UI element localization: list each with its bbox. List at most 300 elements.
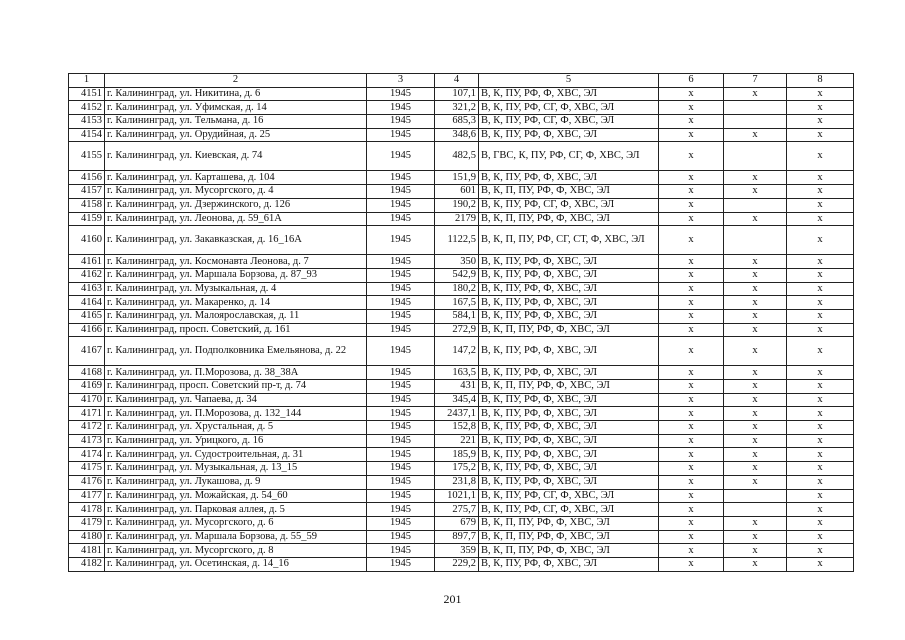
column-6-mark-cell: х: [659, 475, 724, 489]
table-row: [69, 462, 854, 476]
table-row: [69, 337, 854, 366]
row-number-cell: 4177: [69, 489, 105, 503]
column-8-mark-cell: х: [787, 366, 854, 380]
table-row: [69, 421, 854, 435]
column-8-mark-cell: х: [787, 171, 854, 185]
services-cell: В, К, ПУ, РФ, Ф, ХВС, ЭЛ: [479, 296, 659, 310]
row-number-cell: 4154: [69, 128, 105, 142]
address-cell: г. Калининград, ул. Парковая аллея, д. 5: [105, 503, 367, 517]
column-7-mark-cell: х: [724, 448, 787, 462]
column-6-mark-cell: х: [659, 115, 724, 129]
column-8-mark-cell: х: [787, 268, 854, 282]
table-row: [69, 171, 854, 185]
area-cell: 897,7: [435, 530, 479, 544]
area-cell: 2437,1: [435, 407, 479, 421]
row-number-cell: 4167: [69, 337, 105, 366]
row-number-cell: 4164: [69, 296, 105, 310]
column-header: 2: [105, 74, 367, 88]
column-header: 7: [724, 74, 787, 88]
services-cell: В, К, П, ПУ, РФ, Ф, ХВС, ЭЛ: [479, 380, 659, 394]
table-row: [69, 226, 854, 255]
row-number-cell: 4155: [69, 142, 105, 171]
column-8-mark-cell: х: [787, 296, 854, 310]
services-cell: В, К, ПУ, РФ, Ф, ХВС, ЭЛ: [479, 421, 659, 435]
column-8-mark-cell: х: [787, 282, 854, 296]
area-cell: 2179: [435, 212, 479, 226]
row-number-cell: 4160: [69, 226, 105, 255]
column-7-mark-cell: х: [724, 282, 787, 296]
year-cell: 1945: [367, 101, 435, 115]
address-cell: г. Калининград, ул. Карташева, д. 104: [105, 171, 367, 185]
column-7-mark-cell: х: [724, 337, 787, 366]
column-7-mark-cell: х: [724, 212, 787, 226]
column-6-mark-cell: х: [659, 185, 724, 199]
address-cell: г. Калининград, ул. П.Морозова, д. 38_38А: [105, 366, 367, 380]
column-7-mark-cell: [724, 101, 787, 115]
column-6-mark-cell: х: [659, 516, 724, 530]
column-7-mark-cell: х: [724, 323, 787, 337]
row-number-cell: 4151: [69, 87, 105, 101]
area-cell: 231,8: [435, 475, 479, 489]
column-8-mark-cell: х: [787, 448, 854, 462]
address-cell: г. Калининград, ул. Можайская, д. 54_60: [105, 489, 367, 503]
column-6-mark-cell: х: [659, 337, 724, 366]
year-cell: 1945: [367, 475, 435, 489]
row-number-cell: 4169: [69, 380, 105, 394]
table-row: [69, 434, 854, 448]
address-cell: г. Калининград, ул. Музыкальная, д. 4: [105, 282, 367, 296]
area-cell: 163,5: [435, 366, 479, 380]
table-row: [69, 309, 854, 323]
table-row: [69, 407, 854, 421]
column-7-mark-cell: х: [724, 407, 787, 421]
area-cell: 152,8: [435, 421, 479, 435]
table-row: [69, 393, 854, 407]
services-cell: В, К, ПУ, РФ, Ф, ХВС, ЭЛ: [479, 255, 659, 269]
area-cell: 190,2: [435, 198, 479, 212]
address-cell: г. Калининград, просп. Советский пр-т, д. 74: [105, 380, 367, 394]
column-6-mark-cell: х: [659, 421, 724, 435]
row-number-cell: 4182: [69, 557, 105, 571]
year-cell: 1945: [367, 226, 435, 255]
column-6-mark-cell: х: [659, 407, 724, 421]
address-cell: г. Калининград, ул. Маршала Борзова, д. 87_93: [105, 268, 367, 282]
table-row: [69, 516, 854, 530]
address-cell: г. Калининград, ул. Леонова, д. 59_61А: [105, 212, 367, 226]
year-cell: 1945: [367, 296, 435, 310]
column-header: 4: [435, 74, 479, 88]
address-cell: г. Калининград, ул. Хрустальная, д. 5: [105, 421, 367, 435]
column-7-mark-cell: [724, 226, 787, 255]
column-header: 5: [479, 74, 659, 88]
column-6-mark-cell: х: [659, 255, 724, 269]
column-7-mark-cell: х: [724, 544, 787, 558]
column-6-mark-cell: х: [659, 489, 724, 503]
area-cell: 685,3: [435, 115, 479, 129]
column-6-mark-cell: х: [659, 212, 724, 226]
services-cell: В, К, ПУ, РФ, Ф, ХВС, ЭЛ: [479, 282, 659, 296]
column-7-mark-cell: х: [724, 380, 787, 394]
column-6-mark-cell: х: [659, 393, 724, 407]
column-6-mark-cell: х: [659, 128, 724, 142]
housing-register-table: [68, 73, 854, 572]
table-row: [69, 212, 854, 226]
area-cell: 542,9: [435, 268, 479, 282]
table-row: [69, 142, 854, 171]
row-number-cell: 4179: [69, 516, 105, 530]
column-6-mark-cell: х: [659, 309, 724, 323]
column-8-mark-cell: х: [787, 503, 854, 517]
area-cell: 584,1: [435, 309, 479, 323]
address-cell: г. Калининград, ул. Киевская, д. 74: [105, 142, 367, 171]
column-8-mark-cell: х: [787, 489, 854, 503]
column-header: 3: [367, 74, 435, 88]
row-number-cell: 4165: [69, 309, 105, 323]
address-cell: г. Калининград, ул. Мусоргского, д. 8: [105, 544, 367, 558]
row-number-cell: 4163: [69, 282, 105, 296]
services-cell: В, ГВС, К, ПУ, РФ, СГ, Ф, ХВС, ЭЛ: [479, 142, 659, 171]
page-number: 201: [443, 592, 462, 606]
year-cell: 1945: [367, 309, 435, 323]
address-cell: г. Калининград, ул. Осетинская, д. 14_16: [105, 557, 367, 571]
row-number-cell: 4168: [69, 366, 105, 380]
services-cell: В, К, ПУ, РФ, Ф, ХВС, ЭЛ: [479, 87, 659, 101]
row-number-cell: 4153: [69, 115, 105, 129]
area-cell: 275,7: [435, 503, 479, 517]
column-7-mark-cell: х: [724, 128, 787, 142]
table-row: [69, 448, 854, 462]
column-7-mark-cell: х: [724, 255, 787, 269]
row-number-cell: 4152: [69, 101, 105, 115]
year-cell: 1945: [367, 448, 435, 462]
column-header: 8: [787, 74, 854, 88]
column-6-mark-cell: х: [659, 557, 724, 571]
services-cell: В, К, П, ПУ, РФ, Ф, ХВС, ЭЛ: [479, 323, 659, 337]
column-6-mark-cell: х: [659, 323, 724, 337]
column-8-mark-cell: х: [787, 226, 854, 255]
row-number-cell: 4159: [69, 212, 105, 226]
area-cell: 1021,1: [435, 489, 479, 503]
column-7-mark-cell: х: [724, 268, 787, 282]
services-cell: В, К, ПУ, РФ, СГ, Ф, ХВС, ЭЛ: [479, 198, 659, 212]
year-cell: 1945: [367, 198, 435, 212]
services-cell: В, К, ПУ, РФ, Ф, ХВС, ЭЛ: [479, 268, 659, 282]
column-8-mark-cell: х: [787, 128, 854, 142]
area-cell: 185,9: [435, 448, 479, 462]
row-number-cell: 4162: [69, 268, 105, 282]
area-cell: 151,9: [435, 171, 479, 185]
column-8-mark-cell: х: [787, 434, 854, 448]
address-cell: г. Калининград, ул. Маршала Борзова, д. 55_59: [105, 530, 367, 544]
year-cell: 1945: [367, 255, 435, 269]
services-cell: В, К, ПУ, РФ, Ф, ХВС, ЭЛ: [479, 309, 659, 323]
column-8-mark-cell: х: [787, 462, 854, 476]
area-cell: 175,2: [435, 462, 479, 476]
area-cell: 350: [435, 255, 479, 269]
year-cell: 1945: [367, 530, 435, 544]
services-cell: В, К, П, ПУ, РФ, Ф, ХВС, ЭЛ: [479, 516, 659, 530]
area-cell: 147,2: [435, 337, 479, 366]
table-row: [69, 544, 854, 558]
column-7-mark-cell: х: [724, 393, 787, 407]
address-cell: г. Калининград, ул. Урицкого, д. 16: [105, 434, 367, 448]
column-7-mark-cell: [724, 115, 787, 129]
year-cell: 1945: [367, 115, 435, 129]
area-cell: 601: [435, 185, 479, 199]
row-number-cell: 4166: [69, 323, 105, 337]
column-6-mark-cell: х: [659, 296, 724, 310]
services-cell: В, К, ПУ, РФ, Ф, ХВС, ЭЛ: [479, 337, 659, 366]
year-cell: 1945: [367, 142, 435, 171]
table-row: [69, 557, 854, 571]
address-cell: г. Калининград, ул. Судостроительная, д. 31: [105, 448, 367, 462]
column-7-mark-cell: х: [724, 185, 787, 199]
column-8-mark-cell: х: [787, 212, 854, 226]
column-8-mark-cell: х: [787, 198, 854, 212]
row-number-cell: 4173: [69, 434, 105, 448]
table-row: [69, 268, 854, 282]
table-row: [69, 128, 854, 142]
column-8-mark-cell: х: [787, 101, 854, 115]
table-row: [69, 255, 854, 269]
address-cell: г. Калининград, ул. Малоярославская, д. 11: [105, 309, 367, 323]
address-cell: г. Калининград, ул. Космонавта Леонова, д. 7: [105, 255, 367, 269]
column-6-mark-cell: х: [659, 434, 724, 448]
column-8-mark-cell: х: [787, 142, 854, 171]
services-cell: В, К, П, ПУ, РФ, СГ, СТ, Ф, ХВС, ЭЛ: [479, 226, 659, 255]
row-number-cell: 4157: [69, 185, 105, 199]
column-7-mark-cell: х: [724, 87, 787, 101]
year-cell: 1945: [367, 212, 435, 226]
table-row: [69, 115, 854, 129]
year-cell: 1945: [367, 128, 435, 142]
year-cell: 1945: [367, 462, 435, 476]
column-7-mark-cell: х: [724, 171, 787, 185]
column-6-mark-cell: х: [659, 142, 724, 171]
services-cell: В, К, П, ПУ, РФ, Ф, ХВС, ЭЛ: [479, 530, 659, 544]
year-cell: 1945: [367, 503, 435, 517]
column-8-mark-cell: х: [787, 530, 854, 544]
address-cell: г. Калининград, ул. Лукашова, д. 9: [105, 475, 367, 489]
row-number-cell: 4156: [69, 171, 105, 185]
column-8-mark-cell: х: [787, 255, 854, 269]
column-7-mark-cell: х: [724, 421, 787, 435]
area-cell: 348,6: [435, 128, 479, 142]
column-6-mark-cell: х: [659, 380, 724, 394]
column-header: 6: [659, 74, 724, 88]
column-8-mark-cell: х: [787, 407, 854, 421]
column-7-mark-cell: х: [724, 475, 787, 489]
column-7-mark-cell: х: [724, 516, 787, 530]
column-6-mark-cell: х: [659, 282, 724, 296]
table-row: [69, 323, 854, 337]
area-cell: 107,1: [435, 87, 479, 101]
services-cell: В, К, П, ПУ, РФ, Ф, ХВС, ЭЛ: [479, 212, 659, 226]
year-cell: 1945: [367, 268, 435, 282]
year-cell: 1945: [367, 337, 435, 366]
address-cell: г. Калининград, ул. Дзержинского, д. 126: [105, 198, 367, 212]
table-header-row: [69, 74, 854, 88]
area-cell: 482,5: [435, 142, 479, 171]
column-6-mark-cell: х: [659, 198, 724, 212]
column-8-mark-cell: х: [787, 309, 854, 323]
column-6-mark-cell: х: [659, 544, 724, 558]
table-row: [69, 185, 854, 199]
table-row: [69, 503, 854, 517]
column-8-mark-cell: х: [787, 421, 854, 435]
year-cell: 1945: [367, 434, 435, 448]
column-7-mark-cell: х: [724, 309, 787, 323]
services-cell: В, К, ПУ, РФ, Ф, ХВС, ЭЛ: [479, 128, 659, 142]
services-cell: В, К, ПУ, РФ, Ф, ХВС, ЭЛ: [479, 434, 659, 448]
column-6-mark-cell: х: [659, 530, 724, 544]
table-row: [69, 101, 854, 115]
column-8-mark-cell: х: [787, 337, 854, 366]
area-cell: 1122,5: [435, 226, 479, 255]
column-7-mark-cell: х: [724, 296, 787, 310]
year-cell: 1945: [367, 421, 435, 435]
row-number-cell: 4171: [69, 407, 105, 421]
services-cell: В, К, ПУ, РФ, СГ, Ф, ХВС, ЭЛ: [479, 115, 659, 129]
column-6-mark-cell: х: [659, 101, 724, 115]
services-cell: В, К, П, ПУ, РФ, Ф, ХВС, ЭЛ: [479, 544, 659, 558]
year-cell: 1945: [367, 544, 435, 558]
area-cell: 180,2: [435, 282, 479, 296]
column-6-mark-cell: х: [659, 366, 724, 380]
table-row: [69, 282, 854, 296]
services-cell: В, К, ПУ, РФ, Ф, ХВС, ЭЛ: [479, 448, 659, 462]
area-cell: 167,5: [435, 296, 479, 310]
address-cell: г. Калининград, ул. Музыкальная, д. 13_15: [105, 462, 367, 476]
row-number-cell: 4181: [69, 544, 105, 558]
year-cell: 1945: [367, 323, 435, 337]
address-cell: г. Калининград, ул. П.Морозова, д. 132_144: [105, 407, 367, 421]
column-6-mark-cell: х: [659, 448, 724, 462]
year-cell: 1945: [367, 185, 435, 199]
column-8-mark-cell: х: [787, 544, 854, 558]
table-row: [69, 530, 854, 544]
column-7-mark-cell: х: [724, 557, 787, 571]
address-cell: г. Калининград, ул. Тельмана, д. 16: [105, 115, 367, 129]
table-row: [69, 87, 854, 101]
year-cell: 1945: [367, 380, 435, 394]
area-cell: 272,9: [435, 323, 479, 337]
services-cell: В, К, ПУ, РФ, Ф, ХВС, ЭЛ: [479, 475, 659, 489]
table-row: [69, 296, 854, 310]
services-cell: В, К, ПУ, РФ, Ф, ХВС, ЭЛ: [479, 407, 659, 421]
column-7-mark-cell: [724, 142, 787, 171]
column-6-mark-cell: х: [659, 503, 724, 517]
column-8-mark-cell: х: [787, 87, 854, 101]
table-row: [69, 475, 854, 489]
column-8-mark-cell: х: [787, 475, 854, 489]
services-cell: В, К, П, ПУ, РФ, Ф, ХВС, ЭЛ: [479, 185, 659, 199]
row-number-cell: 4175: [69, 462, 105, 476]
address-cell: г. Калининград, ул. Закавказская, д. 16_16А: [105, 226, 367, 255]
row-number-cell: 4158: [69, 198, 105, 212]
column-6-mark-cell: х: [659, 171, 724, 185]
column-8-mark-cell: х: [787, 115, 854, 129]
year-cell: 1945: [367, 516, 435, 530]
row-number-cell: 4176: [69, 475, 105, 489]
year-cell: 1945: [367, 489, 435, 503]
row-number-cell: 4172: [69, 421, 105, 435]
area-cell: 221: [435, 434, 479, 448]
column-7-mark-cell: х: [724, 434, 787, 448]
table-row: [69, 198, 854, 212]
year-cell: 1945: [367, 557, 435, 571]
address-cell: г. Калининград, ул. Мусоргского, д. 4: [105, 185, 367, 199]
column-6-mark-cell: х: [659, 268, 724, 282]
column-8-mark-cell: х: [787, 557, 854, 571]
services-cell: В, К, ПУ, РФ, Ф, ХВС, ЭЛ: [479, 557, 659, 571]
table-row: [69, 489, 854, 503]
address-cell: г. Калининград, ул. Уфимская, д. 14: [105, 101, 367, 115]
year-cell: 1945: [367, 171, 435, 185]
area-cell: 345,4: [435, 393, 479, 407]
address-cell: г. Калининград, ул. Подполковника Емельянова, д. 22: [105, 337, 367, 366]
table-row: [69, 380, 854, 394]
row-number-cell: 4180: [69, 530, 105, 544]
column-7-mark-cell: [724, 198, 787, 212]
column-8-mark-cell: х: [787, 393, 854, 407]
services-cell: В, К, ПУ, РФ, Ф, ХВС, ЭЛ: [479, 171, 659, 185]
area-cell: 679: [435, 516, 479, 530]
column-6-mark-cell: х: [659, 226, 724, 255]
column-7-mark-cell: х: [724, 530, 787, 544]
services-cell: В, К, ПУ, РФ, Ф, ХВС, ЭЛ: [479, 366, 659, 380]
address-cell: г. Калининград, просп. Советский, д. 161: [105, 323, 367, 337]
row-number-cell: 4174: [69, 448, 105, 462]
table-row: [69, 366, 854, 380]
column-6-mark-cell: х: [659, 87, 724, 101]
column-8-mark-cell: х: [787, 323, 854, 337]
year-cell: 1945: [367, 366, 435, 380]
area-cell: 321,2: [435, 101, 479, 115]
area-cell: 359: [435, 544, 479, 558]
services-cell: В, К, ПУ, РФ, СГ, Ф, ХВС, ЭЛ: [479, 101, 659, 115]
services-cell: В, К, ПУ, РФ, СГ, Ф, ХВС, ЭЛ: [479, 489, 659, 503]
address-cell: г. Калининград, ул. Никитина, д. 6: [105, 87, 367, 101]
area-cell: 229,2: [435, 557, 479, 571]
address-cell: г. Калининград, ул. Макаренко, д. 14: [105, 296, 367, 310]
column-6-mark-cell: х: [659, 462, 724, 476]
column-8-mark-cell: х: [787, 516, 854, 530]
row-number-cell: 4170: [69, 393, 105, 407]
column-7-mark-cell: х: [724, 366, 787, 380]
year-cell: 1945: [367, 282, 435, 296]
table-body: [69, 74, 854, 572]
services-cell: В, К, ПУ, РФ, СГ, Ф, ХВС, ЭЛ: [479, 503, 659, 517]
row-number-cell: 4178: [69, 503, 105, 517]
column-7-mark-cell: [724, 503, 787, 517]
year-cell: 1945: [367, 87, 435, 101]
address-cell: г. Калининград, ул. Чапаева, д. 34: [105, 393, 367, 407]
column-8-mark-cell: х: [787, 380, 854, 394]
services-cell: В, К, ПУ, РФ, Ф, ХВС, ЭЛ: [479, 393, 659, 407]
column-7-mark-cell: х: [724, 462, 787, 476]
column-8-mark-cell: х: [787, 185, 854, 199]
row-number-cell: 4161: [69, 255, 105, 269]
address-cell: г. Калининград, ул. Орудийная, д. 25: [105, 128, 367, 142]
area-cell: 431: [435, 380, 479, 394]
year-cell: 1945: [367, 407, 435, 421]
services-cell: В, К, ПУ, РФ, Ф, ХВС, ЭЛ: [479, 462, 659, 476]
column-7-mark-cell: [724, 489, 787, 503]
address-cell: г. Калининград, ул. Мусоргского, д. 6: [105, 516, 367, 530]
column-header: 1: [69, 74, 105, 88]
year-cell: 1945: [367, 393, 435, 407]
